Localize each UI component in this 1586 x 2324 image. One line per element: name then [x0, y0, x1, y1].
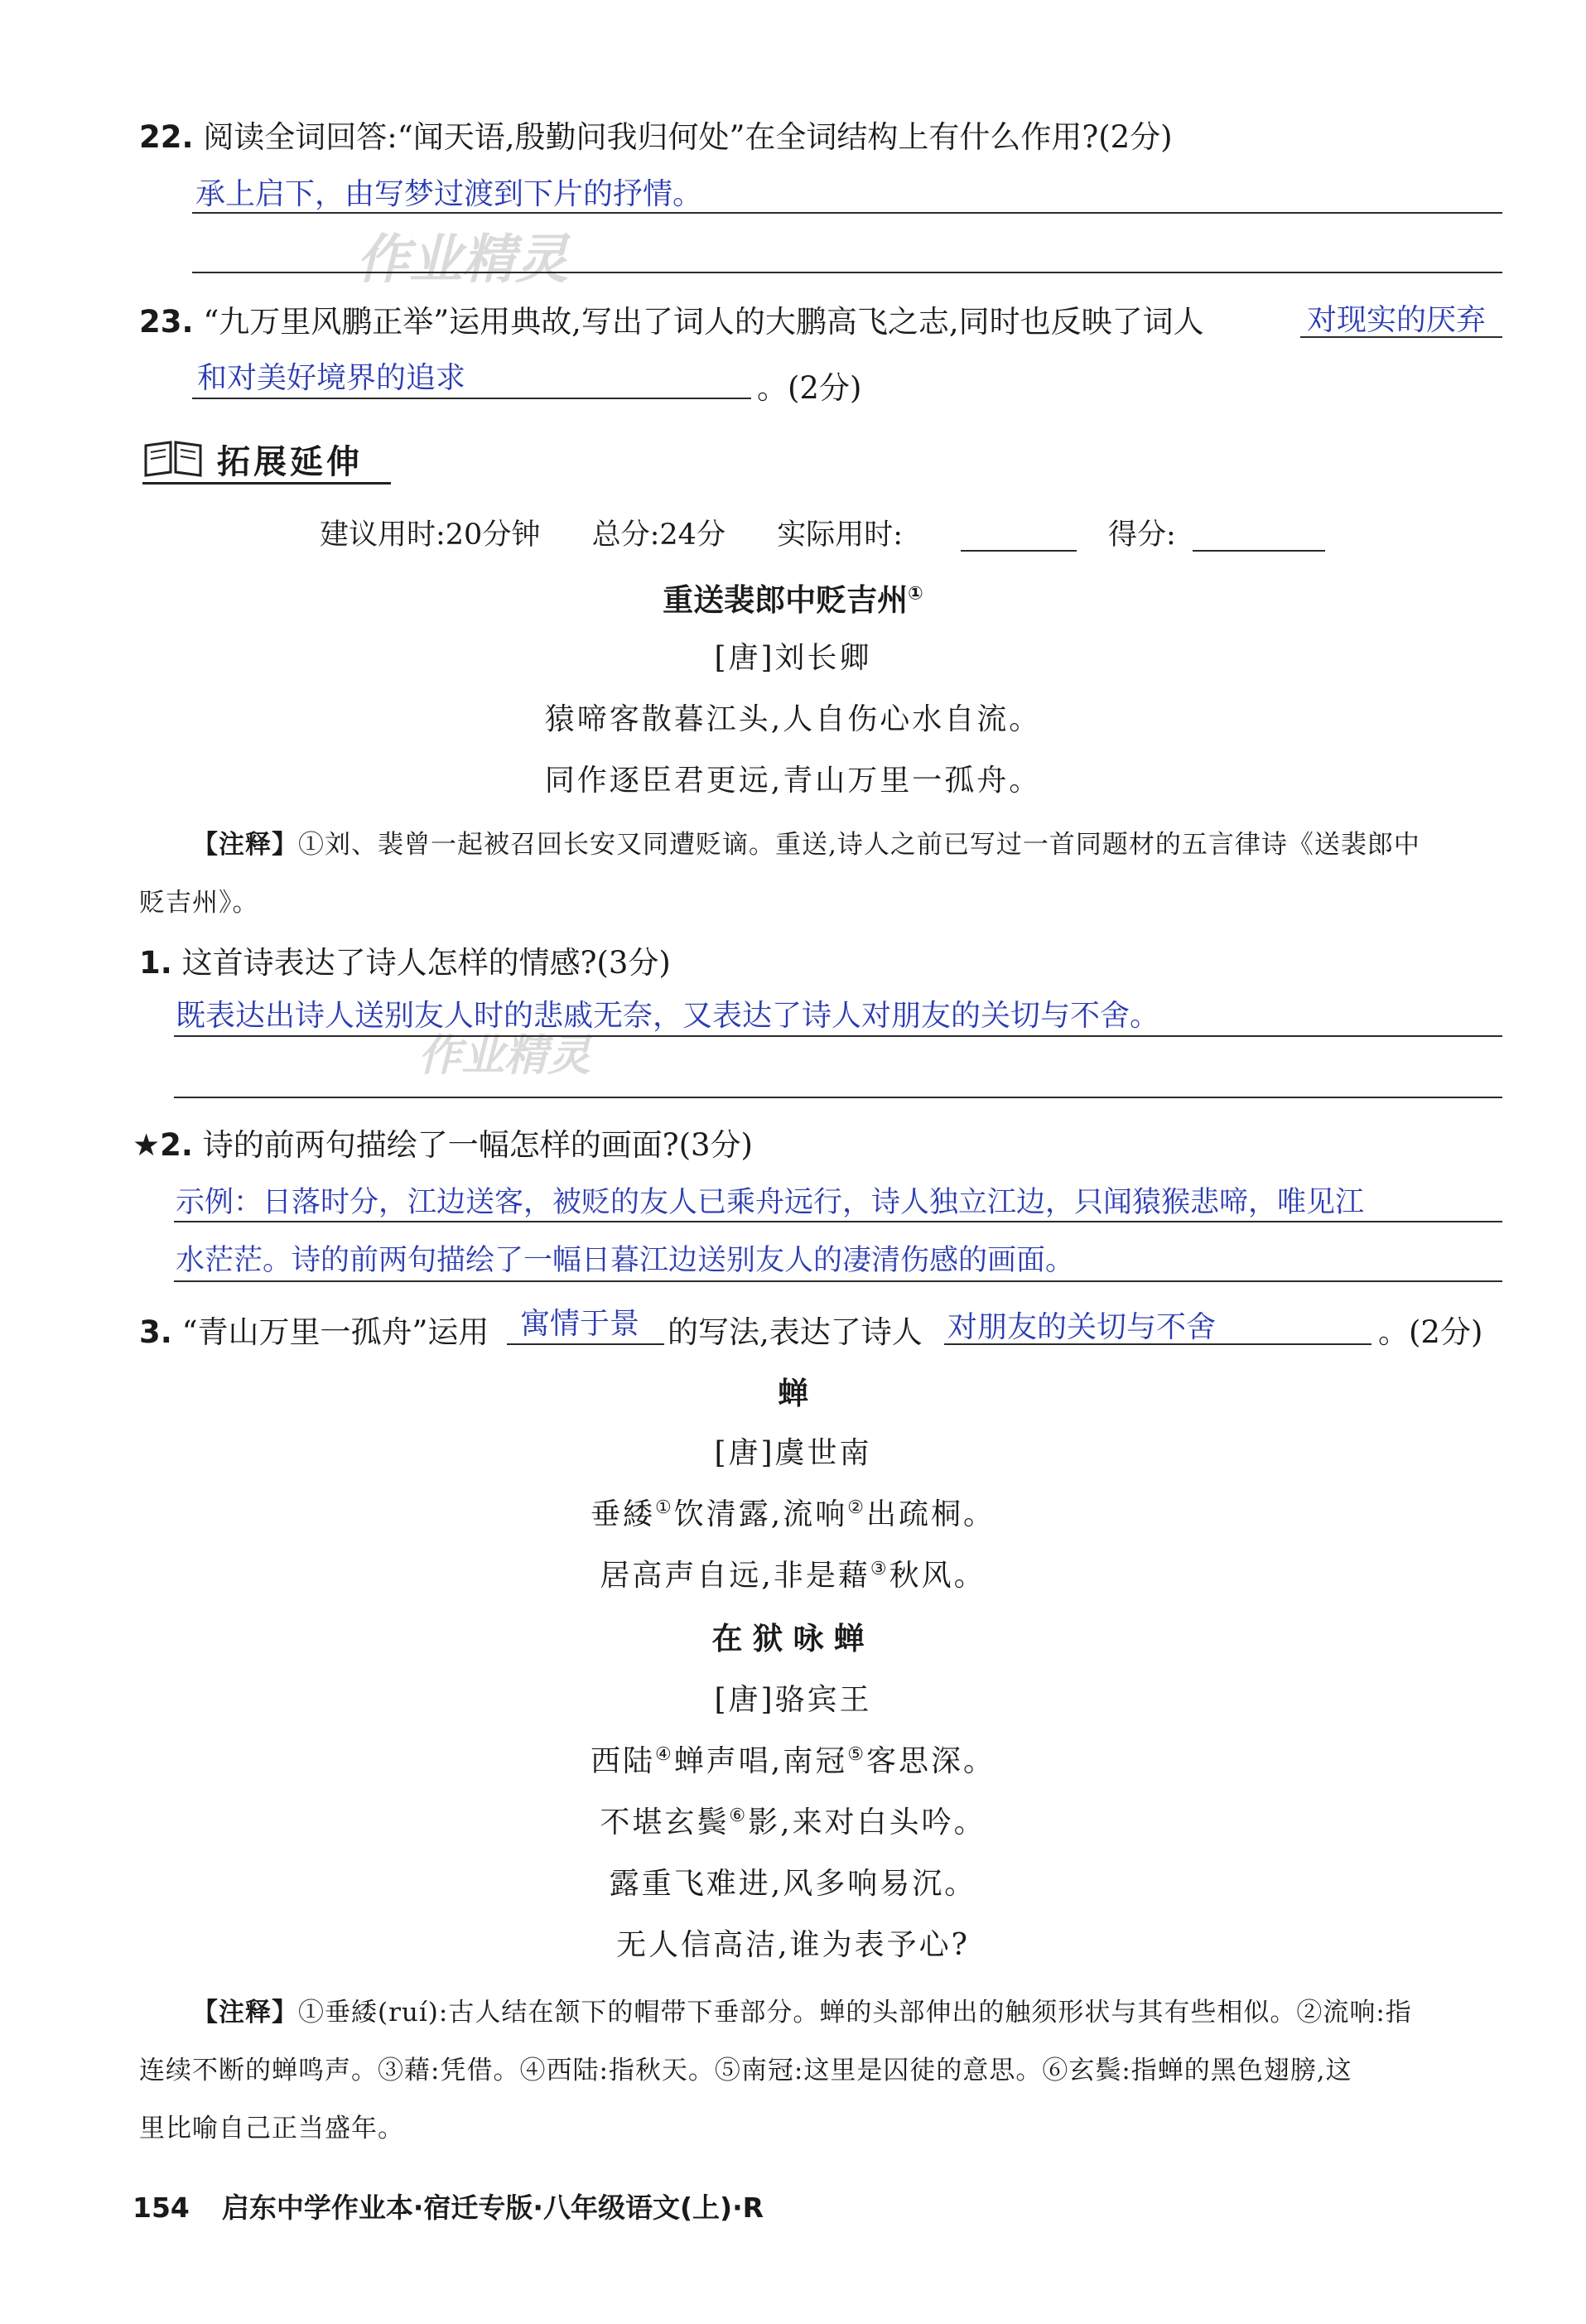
poem-author: [唐]刘长卿 — [714, 641, 872, 675]
answer-23a: 对现实的厌弃 — [1307, 303, 1487, 337]
book-title: 启东中学作业本·宿迁专版·八年级语文(上)·R — [221, 2191, 764, 2224]
answer-2-line1: 示例：日落时分，江边送客，被贬的友人已乘舟远行，诗人独立江边，只闻猿猴悲啼，唯见江 — [176, 1186, 1365, 1219]
section-header — [142, 431, 391, 489]
answer-line — [507, 1343, 664, 1345]
question-3 — [139, 1307, 489, 1352]
question-text: “九万里风鹏正举”运用典故,写出了词人的大鹏高飞之志,同时也反映了词人 — [203, 304, 1204, 340]
poem-title: 在狱咏蝉 — [711, 1621, 875, 1656]
answer-line — [192, 272, 1502, 273]
question-22 — [139, 112, 1173, 157]
question-1 — [139, 938, 671, 982]
poem-line: 垂緌①饮清露,流响②出疏桐。 — [591, 1497, 995, 1531]
question-23-tail: 。(2分) — [757, 370, 862, 406]
question-text: 这首诗表达了诗人怎样的情感?(3分) — [181, 945, 671, 981]
poem-author: [唐]虞世南 — [714, 1436, 872, 1470]
question-text: 。(2分) — [1378, 1314, 1483, 1350]
question-2 — [133, 1120, 753, 1164]
actual-time-label: 实际用时: — [777, 518, 904, 552]
poem-title: 蝉 — [778, 1376, 808, 1411]
time-info — [320, 512, 903, 553]
question-number: 3. — [139, 1314, 172, 1350]
suggested-time: 建议用时:20分钟 — [320, 518, 541, 552]
answer-line — [944, 1343, 1371, 1345]
poem-author: [唐]骆宾王 — [714, 1683, 872, 1717]
answer-line — [192, 212, 1502, 214]
poem-title: 重送裴郎中贬吉州① — [663, 582, 923, 618]
answer-23b: 和对美好境界的追求 — [197, 361, 466, 395]
question-text: 诗的前两句描绘了一幅怎样的画面?(3分) — [202, 1127, 753, 1163]
question-text: “青山万里一孤舟”运用 — [181, 1314, 489, 1350]
poem-note: 贬吉州》。 — [139, 888, 259, 918]
question-text: 阅读全词回答:“闻天语,殷勤问我归何处”在全词结构上有什么作用?(2分) — [203, 119, 1173, 155]
answer-line — [1300, 336, 1502, 338]
poem-note: 【注释】①垂緌(ruí):古人结在颔下的帽带下垂部分。蝉的头部伸出的触须形状与其有些相似。②流响:指 — [192, 1998, 1412, 2027]
total-score: 总分:24分 — [591, 518, 726, 552]
poem-note: 连续不断的蝉鸣声。③藉:凭借。④西陆:指秋天。⑤南冠:这里是囚徒的意思。⑥玄鬓:指蝉的黑色翅膀,这 — [139, 2056, 1352, 2085]
poem-line: 西陆④蝉声唱,南冠⑤客思深。 — [591, 1744, 995, 1778]
answer-22: 承上启下，由写梦过渡到下片的抒情。 — [195, 177, 703, 211]
poem-line: 猿啼客散暮江头,人自伤心水自流。 — [544, 702, 1042, 736]
poem-note: 【注释】①刘、裴曾一起被召回长安又同遭贬谪。重送,诗人之前已写过一首同题材的五言律诗《送裴郎中 — [192, 830, 1420, 860]
question-23 — [139, 297, 1204, 341]
score-label: 得分: — [1108, 518, 1176, 552]
poem-note: 里比喻自己正当盛年。 — [139, 2114, 404, 2143]
answer-line — [174, 1035, 1502, 1037]
book-icon — [142, 439, 204, 477]
question-number: 1. — [139, 945, 172, 981]
question-number: 22. — [139, 119, 194, 155]
answer-line — [174, 1280, 1502, 1282]
watermark: 作业精灵 — [418, 1031, 591, 1081]
answer-2-line2: 水茫茫。诗的前两句描绘了一幅日暮江边送别友人的凄清伤感的画面。 — [176, 1244, 1075, 1277]
watermark: 作业精灵 — [356, 229, 568, 291]
answer-line — [174, 1097, 1502, 1098]
question-number: 2. — [160, 1127, 193, 1163]
actual-time-blank — [961, 550, 1077, 552]
poem-line: 露重飞难进,风多响易沉。 — [609, 1867, 977, 1901]
page-number: 154 — [133, 2191, 190, 2224]
poem-line: 无人信高洁,谁为表予心? — [616, 1928, 970, 1962]
poem-line: 同作逐臣君更远,青山万里一孤舟。 — [544, 764, 1042, 798]
poem-line: 居高声自远,非是藉③秋风。 — [600, 1559, 986, 1593]
answer-3b: 对朋友的关切与不舍 — [947, 1310, 1217, 1344]
answer-3a: 寓情于景 — [520, 1307, 640, 1341]
answer-line — [192, 398, 751, 399]
page-footer — [133, 2187, 764, 2225]
question-number: 23. — [139, 304, 194, 340]
answer-1: 既表达出诗人送别友人时的悲戚无奈，又表达了诗人对朋友的关切与不舍。 — [176, 999, 1160, 1033]
star-icon: ★ — [133, 1127, 161, 1163]
section-title: 拓展延伸 — [217, 443, 363, 481]
question-text: 的写法,表达了诗人 — [668, 1314, 923, 1350]
score-blank — [1193, 550, 1325, 552]
answer-line — [174, 1221, 1502, 1222]
poem-line: 不堪玄鬓⑥影,来对白头吟。 — [600, 1806, 986, 1839]
